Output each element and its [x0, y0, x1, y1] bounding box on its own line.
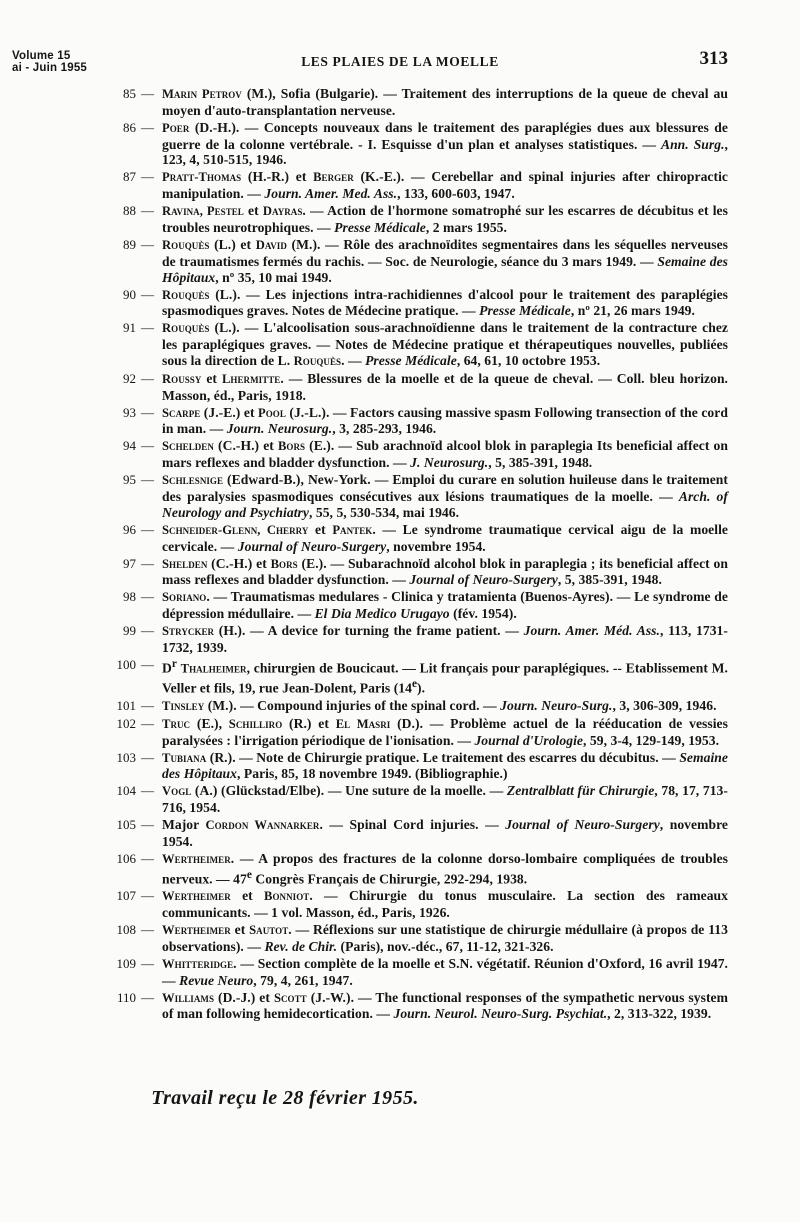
reference-number: 106 [116, 850, 136, 866]
reference-entry [0, 522, 800, 555]
reference-dash: — [141, 203, 154, 219]
reference-number: 110 [116, 989, 136, 1005]
reference-entry [0, 956, 800, 989]
reference-dash: — [141, 989, 154, 1005]
reference-number: 94 [123, 438, 136, 454]
reference-entry [0, 750, 800, 783]
reference-number: 100 [116, 656, 136, 672]
received-date: Travail reçu le 28 février 1955. [151, 1087, 419, 1109]
reference-number: 99 [123, 623, 136, 639]
reference-entry [0, 472, 800, 520]
reference-text: Rouquès (L.). — L'alcoolisation sous-arachnoïdienne dans le traitement de la contracture chez les paraplégiques graves. — Notes de Médecine pratique et thérapeutiques nouvelles, publiées sous la direction de L. Rouquès. — Presse Médicale, 64, 61, 10 octobre 1953. [162, 320, 728, 368]
reference-dash: — [141, 715, 154, 731]
reference-dash: — [141, 555, 154, 571]
reference-entry [0, 438, 800, 471]
reference-dash: — [141, 697, 154, 713]
reference-dash: — [141, 817, 154, 833]
reference-entry [0, 888, 800, 921]
reference-number: 90 [123, 286, 136, 302]
reference-entry [0, 371, 800, 404]
reference-dash: — [141, 320, 154, 336]
reference-entry [0, 922, 800, 955]
reference-dash: — [141, 749, 154, 765]
reference-dash: — [141, 370, 154, 386]
reference-entry [0, 589, 800, 622]
reference-entry [0, 698, 800, 715]
reference-text: Tinsley (M.). — Compound injuries of the spinal cord. — Journ. Neuro-Surg., 3, 306-309, 1946. [162, 697, 717, 713]
reference-text: Marin Petrov (M.), Sofia (Bulgarie). — Traitement des interruptions de la queue de cheval au moyen d'auto-transplantation nerveuse. [162, 86, 728, 118]
reference-number: 105 [116, 817, 136, 833]
reference-text: Ravina, Pestel et Dayras. — Action de l'hormone somatrophé sur les escarres de décubitus et les troubles neurotrophiques. — Presse Médicale, 2 mars 1955. [162, 203, 728, 235]
reference-number: 101 [116, 697, 136, 713]
reference-number: 96 [123, 521, 136, 537]
reference-dash: — [141, 404, 154, 420]
reference-text: Schlesnige (Edward-B.), New-York. — Emploi du curare en solution huileuse dans le traitement des paralysies spasmodiques consécutives aux lésions traumatiques de la moelle. — Arch. of Neurology and Psychiatry, 55, 5, 530-534, mai 1946. [162, 472, 728, 520]
page-header [0, 0, 800, 90]
reference-number: 89 [123, 236, 136, 252]
reference-number: 104 [116, 783, 136, 799]
reference-dash: — [141, 472, 154, 488]
running-title: LES PLAIES DE LA MOELLE [301, 54, 499, 69]
reference-text: Whitteridge. — Section complète de la moelle et S.N. végétatif. Réunion d'Oxford, 16 avril 1947. — Revue Neuro, 79, 4, 261, 1947. [162, 955, 728, 988]
reference-number: 109 [116, 955, 136, 971]
reference-number: 91 [123, 320, 136, 336]
reference-text: $D^r$ Thalheimer, chirurgien de Boucicaut. — Lit français pour paraplégiques. -- Etablissement M. Veller et fils, 19, rue Jean-Dolent, Paris (14e). [162, 657, 728, 696]
reference-dash: — [141, 921, 154, 937]
reference-dash: — [141, 888, 154, 904]
reference-dash: — [141, 589, 154, 605]
reference-number: 107 [116, 888, 136, 904]
reference-entry [0, 120, 800, 168]
reference-entry [0, 203, 800, 236]
reference-entry [0, 783, 800, 816]
reference-number: 98 [123, 589, 136, 605]
reference-text: Wertheimer et Bonniot. — Chirurgie du tonus musculaire. La section des rameaux communicants. — 1 vol. Masson, éd., Paris, 1926. [162, 888, 728, 920]
reference-number: 87 [123, 169, 136, 185]
reference-text: Roussy et Lhermitte. — Blessures de la moelle et de la queue de cheval. — Coll. bleu horizon. Masson, éd., Paris, 1918. [162, 370, 729, 403]
reference-text: Pratt-Thomas (H.-R.) et Berger (K.-E.). — Cerebellar and spinal injuries after chiropractic manipulation. — Journ. Amer. Med. Ass., 133, 600-603, 1947. [162, 169, 728, 202]
reference-text: Major Cordon Wannarker. — Spinal Cord injuries. — Journal of Neuro-Surgery, novembre 1954. [162, 817, 729, 849]
reference-text: Rouquès (L.) et David (M.). — Rôle des arachnoïdites segmentaires dans les séquelles nerveuses de traumatismes fermés du rachis. — Soc. de Neurologie, séance du 3 mars 1949. — Semaine des Hôpitaux, nº 35, 10 mai 1949. [162, 236, 728, 285]
reference-entry [0, 716, 800, 749]
reference-text: Schneider-Glenn, Cherry et Pantek. — Le syndrome traumatique cervical aigu de la moelle cervicale. — Journal of Neuro-Surgery, novembre 1954. [162, 521, 728, 554]
reference-text: Williams (D.-J.) et Scott (J.-W.). — The functional responses of the sympathetic nervous system of man following hemidecortication. — Journ. Neurol. Neuro-Surg. Psychiat., 2, 313-322, 1939. [162, 989, 728, 1022]
reference-number: 93 [123, 404, 136, 420]
volume-line: Volume 15 [12, 50, 71, 62]
reference-text: Schelden (C.-H.) et Bors (E.). — Sub arachnoïd alcool blok in paraplegia Its beneficial affect on mars reflexes and bladder dysfunction. — J. Neurosurg., 5, 385-391, 1948. [162, 438, 728, 471]
reference-entry [0, 169, 800, 202]
reference-number: 95 [123, 472, 136, 488]
reference-entry [0, 405, 800, 438]
reference-text: Truc (E.), Schilliro (R.) et El Masri (D.). — Problème actuel de la rééducation de vessies paralysées : l'irrigation périodique de l'ionisation. — Journal d'Urologie, 59, 3-4, 129-149, 1953. [162, 715, 728, 748]
reference-dash: — [141, 656, 154, 672]
reference-entry [0, 237, 800, 285]
reference-number: 88 [123, 203, 136, 219]
reference-number: 108 [116, 921, 136, 937]
reference-number: 103 [116, 749, 136, 765]
reference-entry [0, 657, 800, 697]
reference-text: Poer (D.-H.). — Concepts nouveaux dans le traitement des paraplégies dues aux blessures de guerre de la colonne vertébrale. - I. Esquisse d'un plan et analyses statistiques. — Ann. Surg., 123, 4, 510-515, 1946. [162, 119, 728, 168]
reference-entry [0, 623, 800, 656]
reference-number: 85 [123, 86, 136, 101]
reference-text: Shelden (C.-H.) et Bors (E.). — Subarachnoïd alcohol blok in paraplegia ; its beneficial affect on mass reflexes and bladder dysfunction. — Journal of Neuro-Surgery, 5, 385-391, 1948. [162, 555, 728, 588]
reference-list [0, 86, 800, 1023]
reference-text: Scarpe (J.-E.) et Pool (J.-L.). — Factors causing massive spasm Following transection of the cord in man. — Journ. Neurosurg., 3, 285-293, 1946. [162, 404, 728, 437]
reference-entry [0, 990, 800, 1023]
reference-text: Soriano. — Traumatismas medulares - Clinica y tratamienta (Buenos-Ayres). — Le syndrome de dépression médullaire. — El Dia Medico Urugayo (fév. 1954). [162, 589, 728, 622]
reference-number: 102 [116, 715, 136, 731]
reference-text: Rouquès (L.). — Les injections intra-rachidiennes d'alcool pour le traitement des paraplégies spasmodiques graves. Notes de Médecine pratique. — Presse Médicale, nº 21, 26 mars 1949. [162, 286, 728, 319]
reference-dash: — [141, 86, 154, 101]
reference-text: Strycker (H.). — A device for turning the frame patient. — Journ. Amer. Méd. Ass., 113, 1731-1732, 1939. [162, 623, 728, 655]
reference-dash: — [141, 438, 154, 454]
reference-entry [0, 320, 800, 369]
reference-dash: — [141, 119, 154, 135]
reference-dash: — [141, 623, 154, 639]
reference-entry [0, 86, 800, 119]
reference-number: 92 [123, 370, 136, 386]
reference-number: 86 [123, 119, 136, 135]
reference-entry [0, 287, 800, 320]
reference-entry [0, 817, 800, 850]
reference-text: Tubiana (R.). — Note de Chirurgie pratique. Le traitement des escarres du décubitus. — Semaine des Hôpitaux, Paris, 85, 18 novembre 1949. (Bibliographie.) [162, 749, 728, 782]
reference-entry [0, 851, 800, 887]
reference-dash: — [141, 955, 154, 971]
reference-entry [0, 556, 800, 589]
reference-dash: — [141, 850, 154, 866]
reference-text: Vogl (A.) (Glückstad/Elbe). — Une suture de la moelle. — Zentralblatt für Chirurgie, 78, 17, 713-716, 1954. [162, 783, 728, 816]
reference-dash: — [141, 169, 154, 185]
reference-dash: — [141, 521, 154, 537]
reference-dash: — [141, 236, 154, 252]
reference-text: Wertheimer. — A propos des fractures de la colonne dorso-lombaire compliquées de troubles nerveux. — 47e Congrès Français de Chirurgie, 292-294, 1938. [162, 850, 728, 887]
reference-dash: — [141, 286, 154, 302]
issue-line: ai - Juin 1955 [12, 62, 88, 74]
page-number: 313 [699, 48, 728, 69]
reference-dash: — [141, 783, 154, 799]
reference-number: 97 [123, 555, 136, 571]
reference-text: Wertheimer et Sautot. — Réflexions sur une statistique de chirurgie médullaire (à propos de 113 observations). — Rev. de Chir. (Paris), nov.-déc., 67, 11-12, 321-326. [162, 921, 728, 954]
